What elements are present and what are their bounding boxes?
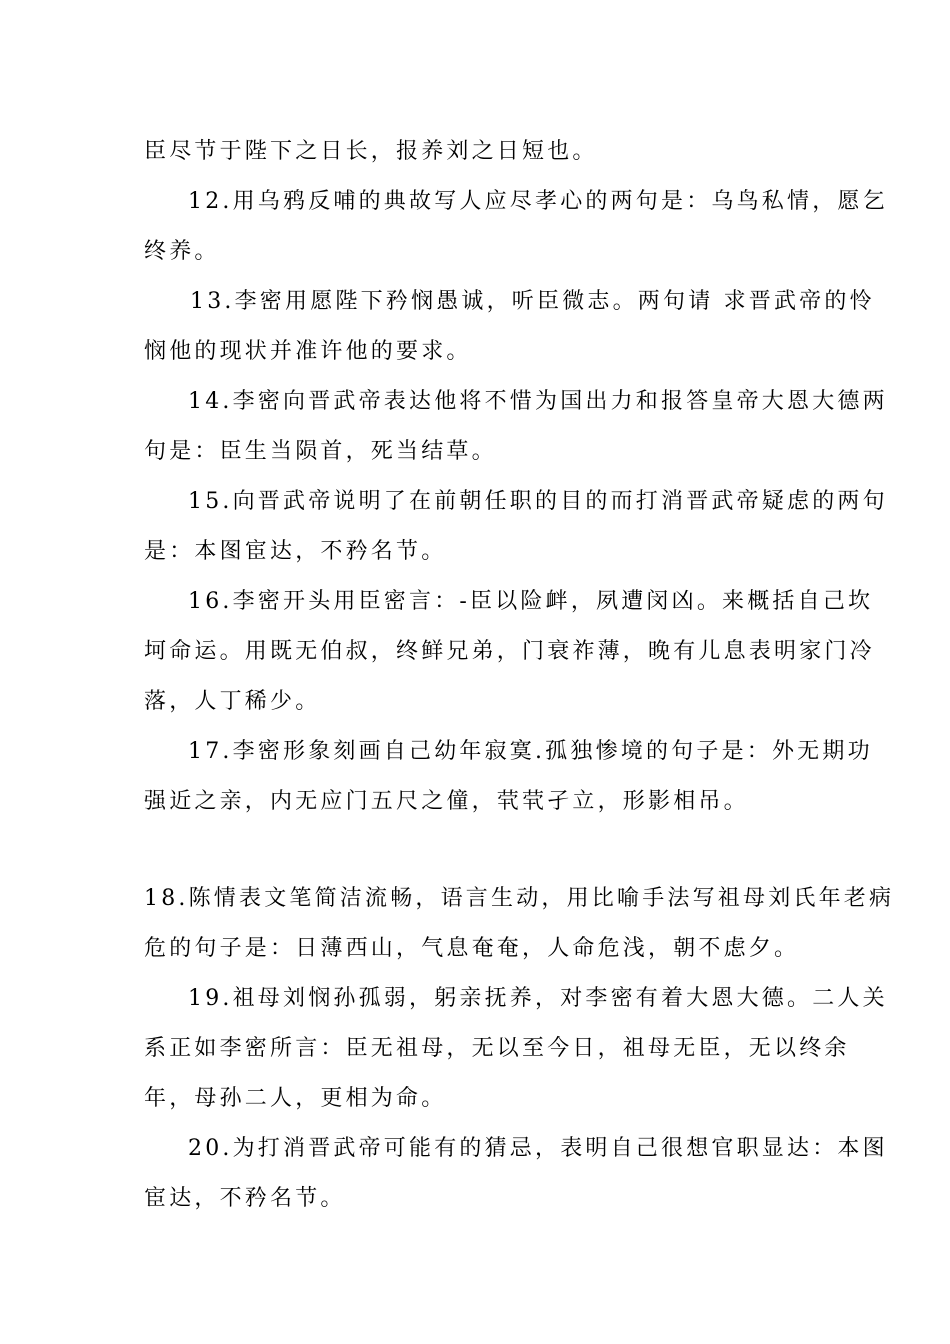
item-13-line-2: 悯他的现状并准许他的要求。 — [144, 339, 472, 364]
item-14-line-2: 句是：臣生当陨首，死当结草。 — [144, 439, 497, 464]
item-19-line-2: 系正如李密所言：臣无祖母，无以至今日，祖母无臣，无以终余 — [144, 1036, 850, 1061]
item-17-line-2: 强近之亲，内无应门五尺之僮，茕茕孑立，形影相吊。 — [144, 789, 749, 814]
item-20-line-2: 宦达，不矜名节。 — [144, 1186, 346, 1211]
item-15-line-2: 是：本图宦达，不矜名节。 — [144, 539, 447, 564]
item-16-line-2: 坷命运。用既无伯叔，终鲜兄弟，门衰祚薄，晚有儿息表明家门冷 — [144, 639, 875, 664]
item-18-line-2: 危的句子是：日薄西山，气息奄奄，人命危浅，朝不虑夕。 — [144, 936, 800, 961]
item-18-line-1: 18.陈情表文笔简洁流畅，语言生动，用比喻手法写祖母刘氏年老病 — [144, 886, 895, 911]
item-19-line-3: 年，母孙二人，更相为命。 — [144, 1086, 447, 1111]
item-13-line-1: 13.李密用愿陛下矜悯愚诚，听臣微志。两句请 求晋武帝的怜 — [190, 289, 875, 314]
item-17-line-1: 17.李密形象刻画自己幼年寂寞.孤独惨境的句子是：外无期功 — [188, 739, 873, 764]
item-15-line-1: 15.向晋武帝说明了在前朝任职的目的而打消晋武帝疑虑的两句 — [188, 489, 888, 514]
item-12-line-1: 12.用乌鸦反哺的典故写人应尽孝心的两句是：乌鸟私情，愿乞 — [188, 189, 888, 214]
item-14-line-1: 14.李密向晋武帝表达他将不惜为国出力和报答皇帝大恩大德两 — [188, 389, 888, 414]
item-16-line-1: 16.李密开头用臣密言：-臣以险衅，夙遭闵凶。来概括自己坎 — [188, 589, 874, 614]
item-19-line-1: 19.祖母刘悯孙孤弱，躬亲抚养，对李密有着大恩大德。二人关 — [188, 986, 888, 1011]
item-20-line-1: 20.为打消晋武帝可能有的猜忌，表明自己很想官职显达：本图 — [188, 1136, 888, 1161]
item-12-line-2: 终养。 — [144, 239, 220, 264]
text-line-1: 臣尽节于陛下之日长，报养刘之日短也。 — [144, 139, 598, 164]
item-16-line-3: 落，人丁稀少。 — [144, 689, 321, 714]
